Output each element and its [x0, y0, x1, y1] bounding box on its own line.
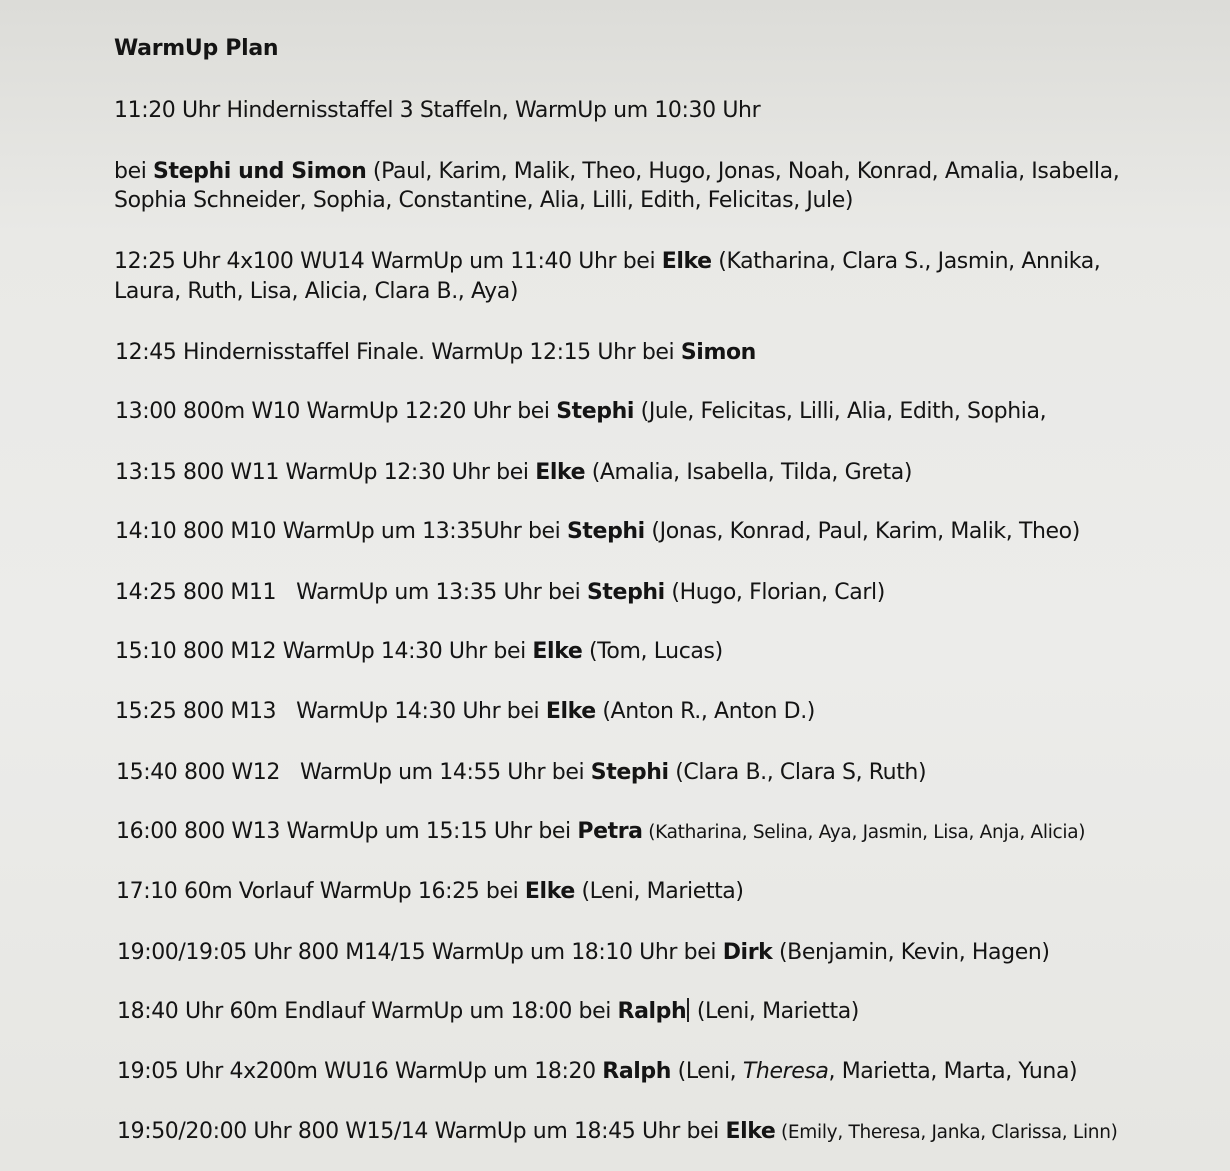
event-text: 15:10 800 M12 WarmUp 14:30 Uhr bei	[115, 639, 533, 664]
event-text: WarmUp 14:30 Uhr bei	[296, 699, 546, 724]
schedule-line	[117, 938, 1050, 968]
page-title: WarmUp Plan	[114, 36, 279, 61]
coach-name: Ralph	[617, 999, 687, 1024]
athlete-names: (Hugo, Florian, Carl)	[664, 580, 885, 605]
event-text: 13:15 800 W11 WarmUp 12:30 Uhr bei	[115, 460, 536, 485]
event-text: 17:10 60m Vorlauf WarmUp 16:25 bei	[116, 879, 525, 904]
coach-name: Stephi und Simon	[153, 159, 367, 184]
schedule-line	[114, 247, 1100, 277]
coach-name: Elke	[545, 699, 596, 724]
schedule-line	[115, 397, 1046, 427]
coach-name: Stephi	[586, 580, 665, 605]
coach-name: Stephi	[556, 399, 635, 424]
event-text: 14:10 800 M10 WarmUp um 13:35Uhr bei	[115, 519, 567, 544]
event-text: 19:00/19:05 Uhr 800 M14/15 WarmUp um 18:10 Uhr bei	[117, 940, 723, 965]
coach-name: Stephi	[566, 519, 645, 544]
schedule-line	[115, 637, 723, 667]
schedule-line	[117, 1057, 1077, 1087]
coach-name: Elke	[535, 460, 586, 485]
athlete-names: (Leni, Marietta)	[690, 999, 859, 1024]
schedule-line	[115, 458, 912, 488]
schedule-line	[115, 578, 885, 608]
event-text: 16:00 800 W13 WarmUp um 15:15 Uhr bei	[116, 819, 578, 844]
athlete-names: (Leni, Marietta)	[574, 879, 744, 904]
athlete-names: (Clara B., Clara S, Ruth)	[668, 760, 927, 785]
event-text: WarmUp um 13:35 Uhr bei	[296, 580, 587, 605]
event-text: WarmUp um 14:55 Uhr bei	[299, 760, 591, 785]
schedule-line	[116, 817, 1085, 848]
schedule-line	[115, 338, 756, 368]
schedule-line	[115, 517, 1080, 547]
coach-name: Simon	[680, 340, 756, 365]
schedule-line-continuation	[114, 186, 853, 216]
athlete-names: (Paul, Karim, Malik, Theo, Hugo, Jonas, Noah, Konrad, Amalia, Isabella,	[366, 159, 1120, 184]
event-text: 15:40 800 W12	[116, 760, 280, 785]
athlete-names: (Jonas, Konrad, Paul, Karim, Malik, Theo)	[644, 519, 1080, 544]
text-cursor	[687, 998, 689, 1022]
event-text: 13:00 800m W10 WarmUp 12:20 Uhr bei	[115, 399, 557, 424]
athlete-names: (Katharina, Selina, Aya, Jasmin, Lisa, Anja, Alicia)	[642, 822, 1086, 843]
coach-name: Petra	[577, 819, 643, 844]
schedule-line-continuation	[114, 277, 518, 307]
event-text: 18:40 Uhr 60m Endlauf WarmUp um 18:00 bei	[117, 999, 618, 1024]
coach-name: Ralph	[602, 1059, 672, 1084]
athlete-names: (Amalia, Isabella, Tilda, Greta)	[585, 460, 913, 485]
athlete-names: (Katharina, Clara S., Jasmin, Annika,	[711, 249, 1101, 274]
coach-name: Elke	[524, 879, 575, 904]
athlete-names: (Jule, Felicitas, Lilli, Alia, Edith, Sophia,	[634, 399, 1047, 424]
schedule-line	[116, 758, 926, 788]
event-text: 12:45 Hindernisstaffel Finale. WarmUp 12:15 Uhr bei	[115, 340, 681, 365]
schedule-line	[117, 1117, 1118, 1148]
athlete-names: (Anton R., Anton D.)	[595, 699, 815, 724]
schedule-line	[115, 697, 815, 727]
prefix-text: bei	[114, 159, 154, 184]
athlete-name-italic: Theresa	[742, 1059, 829, 1084]
coach-name: Elke	[532, 639, 583, 664]
coach-name: Elke	[725, 1119, 776, 1144]
athlete-names: (Leni,	[671, 1059, 743, 1084]
coach-name: Elke	[661, 249, 712, 274]
schedule-line	[114, 157, 1119, 187]
athlete-names: Sophia Schneider, Sophia, Constantine, Alia, Lilli, Edith, Felicitas, Jule)	[114, 188, 854, 213]
schedule-line	[114, 96, 760, 126]
athlete-names: (Emily, Theresa, Janka, Clarissa, Linn)	[775, 1122, 1118, 1143]
event-text: 11:20 Uhr Hindernisstaffel 3 Staffeln, WarmUp um 10:30 Uhr	[114, 98, 761, 123]
event-text: 14:25 800 M11	[115, 580, 277, 605]
event-text: 19:50/20:00 Uhr 800 W15/14 WarmUp um 18:45 Uhr bei	[117, 1119, 726, 1144]
athlete-names: , Marietta, Marta, Yuna)	[828, 1059, 1078, 1084]
event-text: 12:25 Uhr 4x100 WU14 WarmUp um 11:40 Uhr bei	[114, 249, 662, 274]
coach-name: Stephi	[590, 760, 669, 785]
athlete-names: Laura, Ruth, Lisa, Alicia, Clara B., Aya)	[114, 279, 519, 304]
coach-name: Dirk	[722, 940, 773, 965]
athlete-names: (Benjamin, Kevin, Hagen)	[772, 940, 1050, 965]
event-text: 19:05 Uhr 4x200m WU16 WarmUp um 18:20	[117, 1059, 603, 1084]
athlete-names: (Tom, Lucas)	[582, 639, 723, 664]
schedule-line	[116, 877, 744, 907]
event-text: 15:25 800 M13	[115, 699, 277, 724]
schedule-line	[117, 997, 859, 1027]
